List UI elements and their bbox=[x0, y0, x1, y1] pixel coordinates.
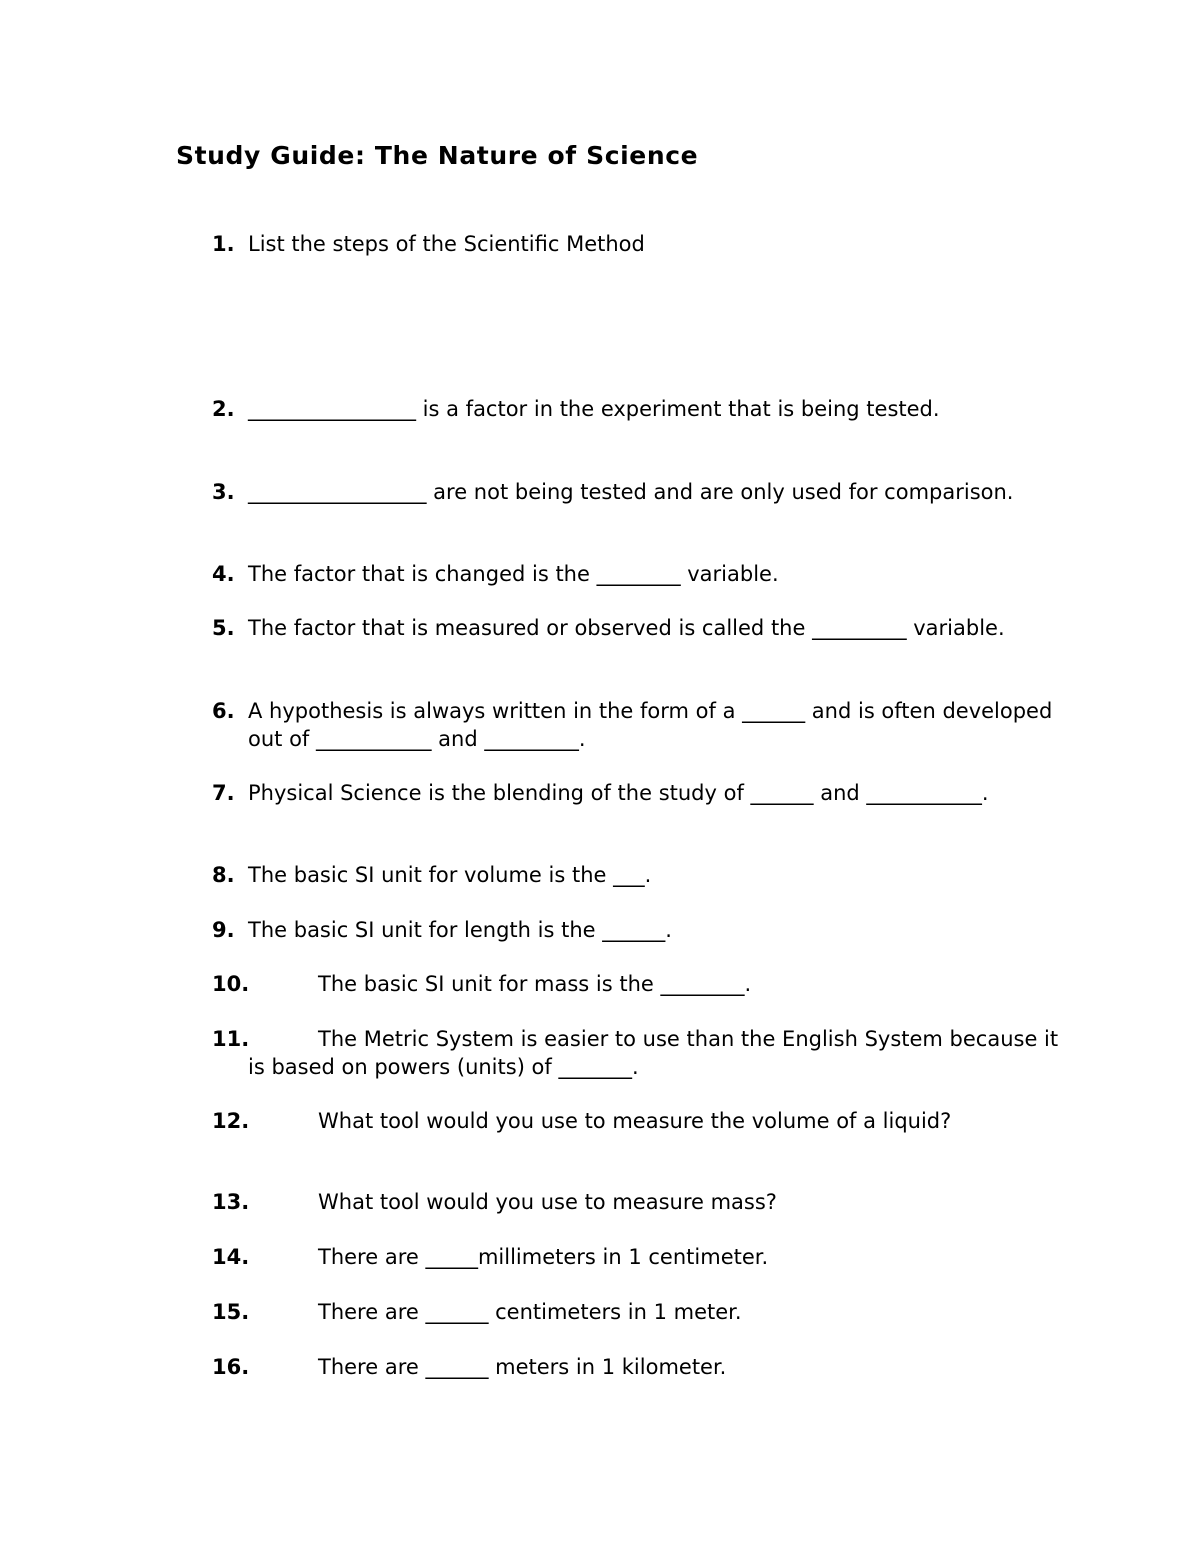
question-number: 2. bbox=[212, 397, 235, 421]
question-number: 14. bbox=[212, 1245, 250, 1269]
question-2 bbox=[212, 396, 1072, 424]
question-text: The Metric System is easier to use than the English System because it is based on powers (units) of _______. bbox=[248, 1027, 1059, 1079]
question-9 bbox=[212, 917, 1072, 945]
question-number: 15. bbox=[212, 1300, 250, 1324]
question-number: 1. bbox=[212, 232, 235, 256]
question-text: The basic SI unit for mass is the ________. bbox=[318, 972, 752, 996]
question-number: 3. bbox=[212, 480, 235, 504]
question-14 bbox=[212, 1244, 1072, 1272]
question-16 bbox=[212, 1354, 1072, 1382]
question-13 bbox=[212, 1189, 1072, 1217]
question-number: 9. bbox=[212, 918, 235, 942]
question-text: The factor that is measured or observed is called the _________ variable. bbox=[248, 616, 1005, 640]
question-text: Physical Science is the blending of the study of ______ and ___________. bbox=[248, 781, 989, 805]
question-7 bbox=[212, 780, 1072, 808]
question-text: The basic SI unit for volume is the ___. bbox=[248, 863, 652, 887]
question-text: List the steps of the Scientific Method bbox=[248, 232, 645, 256]
question-text: _________________ are not being tested and are only used for comparison. bbox=[248, 480, 1014, 504]
question-number: 8. bbox=[212, 863, 235, 887]
question-3 bbox=[212, 479, 1072, 507]
question-text: What tool would you use to measure the volume of a liquid? bbox=[318, 1109, 952, 1133]
question-text: There are _____millimeters in 1 centimeter. bbox=[318, 1245, 769, 1269]
question-text: A hypothesis is always written in the form of a ______ and is often developed out of ___________ and _________. bbox=[248, 699, 1053, 751]
question-12 bbox=[212, 1108, 1072, 1136]
question-number: 11. bbox=[212, 1027, 250, 1051]
question-number: 13. bbox=[212, 1190, 250, 1214]
question-number: 16. bbox=[212, 1355, 250, 1379]
question-text: ________________ is a factor in the experiment that is being tested. bbox=[248, 397, 940, 421]
question-number: 7. bbox=[212, 781, 235, 805]
question-text: There are ______ meters in 1 kilometer. bbox=[318, 1355, 727, 1379]
question-15 bbox=[212, 1299, 1072, 1327]
question-number: 4. bbox=[212, 562, 235, 586]
question-text: The factor that is changed is the ________ variable. bbox=[248, 562, 779, 586]
question-text: There are ______ centimeters in 1 meter. bbox=[318, 1300, 742, 1324]
question-11 bbox=[212, 1026, 1072, 1081]
question-8 bbox=[212, 862, 1072, 890]
question-5 bbox=[212, 615, 1072, 643]
question-text: What tool would you use to measure mass? bbox=[318, 1190, 777, 1214]
question-number: 10. bbox=[212, 972, 250, 996]
question-1 bbox=[212, 231, 1072, 259]
question-10 bbox=[212, 971, 1072, 999]
question-number: 5. bbox=[212, 616, 235, 640]
page-title: Study Guide: The Nature of Science bbox=[176, 141, 699, 170]
question-text: The basic SI unit for length is the ______. bbox=[248, 918, 672, 942]
question-6 bbox=[212, 698, 1072, 753]
question-4 bbox=[212, 561, 1072, 589]
question-number: 12. bbox=[212, 1109, 250, 1133]
question-number: 6. bbox=[212, 699, 235, 723]
